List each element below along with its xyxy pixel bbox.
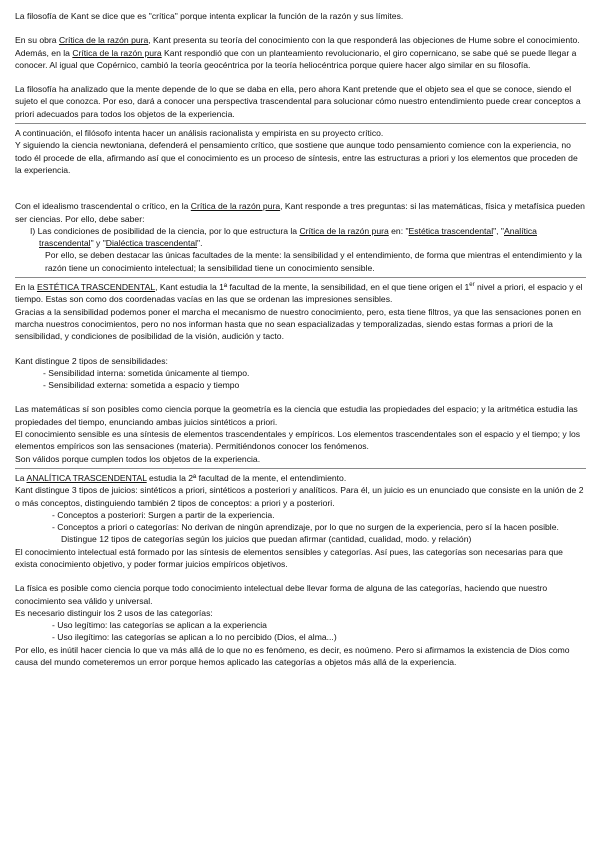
estetica-paragraph: En la ESTÉTICA TRASCENDENTAL, Kant estudia la 1ª facultad de la mente, la sensibilidad, en el que tiene origen el 1er nivel a priori, el espacio y el tiempo. Estas son como dos coordenadas vacías en las que se ordenan las impresiones sensibles. (15, 282, 583, 305)
critica-link: Crítica de la razón pura (190, 201, 281, 212)
list-item: - Uso legítimo: las categorías se aplican a la experiencia (52, 620, 267, 631)
list-item: - Sensibilidad interna: sometida únicamente al tiempo. (43, 367, 250, 378)
divider (15, 123, 586, 124)
list-item: I) Las condiciones de posibilidad de la ciencia, por lo que estructura la Crítica de la razón pura en: "Estética trascendental", "Analítica trascendental" y "Dialéctica trascendental". (30, 225, 537, 249)
list-item-body: Por ello, se deben destacar las únicas facultades de la mente: la sensibilidad y el entendimiento, de forma que mientras el entendimiento y la razón tiene un conocimiento intelectual; la sensibilidad tiene un conocimiento sensible. (45, 250, 582, 273)
usos-heading: Es necesario distinguir los 2 usos de las categorías: (15, 607, 213, 618)
newton-paragraph: Y siguiendo la ciencia newtoniana, defenderá el pensamiento crítico, que sostiene que aunque todo pensamiento comience con la experiencia, no todo él procede de ella, afirmando así que el conocimiento es un proceso de síntesis, entre las estructuras a priori y los elementos que proceden de la experiencia. (15, 140, 578, 175)
conclusion-paragraph: Por ello, es inútil hacer ciencia lo que va más allá de lo que no es fenómeno, es decir, es noúmeno. Pero si afirmamos la existencia de Dios como causa del mundo cometeremos un error porque hemos aplicado las categorías a objetos más allá de la experiencia. (15, 644, 570, 668)
juicios-paragraph: Kant distingue 3 tipos de juicios: sintéticos a priori, sintéticos a posteriori y analíticos. Para él, un juicio es un enunciado que consiste en la unión de 2 o más conceptos, distinguiendo también 2 tipos de conceptos: a priori y a posteriori. (15, 485, 584, 508)
analitica-paragraph: La ANALÍTICA TRASCENDENTAL estudia la 2ª facultad de la mente, el entendimiento. (15, 472, 347, 483)
idealismo-paragraph: Con el idealismo trascendental o crítico, en la Crítica de la razón pura, Kant responde a tres preguntas: si las matemáticas, física y metafísica pueden ser ciencias. Por ello, debe saber: (15, 201, 585, 224)
list-item: - Conceptos a priori o categorías: No derivan de ningún aprendizaje, por lo que no surgen de la experiencia, pero sí la hacen posible. Distingue 12 tipos de categorías según los juicios que puedan afirmar (cantidad, cualidad, modo. y relación) (52, 522, 559, 545)
validos-paragraph: Son válidos porque cumplen todos los objetos de la experiencia. (15, 453, 261, 464)
fisica-paragraph: La física es posible como ciencia porque todo conocimiento intelectual debe llevar forma de alguna de las categorías, haciendo que nuestro conocimiento sea válido y universal. (15, 583, 548, 606)
list-item: - Sensibilidad externa: sometida a espacio y tiempo (43, 380, 240, 391)
critica-link: Crítica de la razón pura (72, 47, 162, 58)
giro-copernicano-paragraph: Además, en la Crítica de la razón pura Kant respondió que con un planteamiento revolucionario, el giro copernicano, se sabe qué se puede llegar a conocer. Al igual que Copérnico, cambió la teoría geocéntrica por la teoría heliocéntrica porque quiere hacer algo similar en su filosofía. (15, 47, 577, 70)
divider (15, 277, 586, 278)
estetica-link: ESTÉTICA TRASCENDENTAL (36, 282, 156, 293)
conocimiento-intelectual-paragraph: El conocimiento intelectual está formado por las síntesis de elementos sensibles y categorías. Así pues, las categorías son necesarias para que exista conocimiento objetivo, y poder formar juicios empíricos objetivos. (15, 546, 563, 569)
list-item: - Conceptos a posteriori: Surgen a partir de la experiencia. (52, 509, 275, 520)
sensibilidad-paragraph: Gracias a la sensibilidad podemos poner el marcha el mecanismo de nuestro conocimiento, pero, esta tiene filtros, ya que las sensaciones ponen en marcha nuestros conocimientos, pero no nos informan hasta que no sean espacializadas y temporalizadas, siendo estas formas a priori de la sensibilidad, y condiciones de posibilidad de la visión, audición y tacto. (15, 306, 582, 342)
trascendental-paragraph: La filosofía ha analizado que la mente depende de lo que se daba en ella, pero ahora Kant pretende que el objeto sea el que se conoce, siendo el sujeto el que conozca. Por eso, dará a conocer una perspectiva trascendental para solucionar cómo nuestro entendimiento puede crear conceptos a priori adecuados para todos los objetos de la experiencia. (15, 84, 581, 119)
analitica-link: ANALÍTICA TRASCENDENTAL (26, 472, 147, 483)
intro-paragraph: La filosofía de Kant se dice que es "crítica" porque intenta explicar la función de la razón y sus límites. (15, 11, 404, 21)
conocimiento-sensible-paragraph: El conocimiento sensible es una síntesis de elementos trascendentales y empíricos. Los elementos trascendentales son el espacio y el tiempo; y los elementos empíricos son las sensaciones (materia). Permitiéndonos conocer los fenómenos. (15, 429, 581, 452)
analisis-paragraph: A continuación, el filósofo intenta hacer un análisis racionalista y empirista en su proyecto crítico. (15, 128, 384, 139)
obra-paragraph: En su obra Crítica de la razón pura, Kant presenta su teoría del conocimiento con la que responderá las objeciones de Hume sobre el conocimiento. (15, 35, 580, 46)
sensibilidades-heading: Kant distingue 2 tipos de sensibilidades: (15, 355, 168, 366)
list-item: - Uso ilegítimo: las categorías se aplican a lo no percibido (Dios, el alma...) (52, 632, 337, 643)
critica-link: Crítica de la razón pura (58, 35, 149, 46)
divider (15, 468, 586, 469)
matematicas-paragraph: Las matemáticas sí son posibles como ciencia porque la geometría es la ciencia que estudia las propiedades del espacio; y la aritmética estudia las propiedades del tiempo, enunciando ambas juicios sintéticos a priori. (15, 404, 578, 427)
